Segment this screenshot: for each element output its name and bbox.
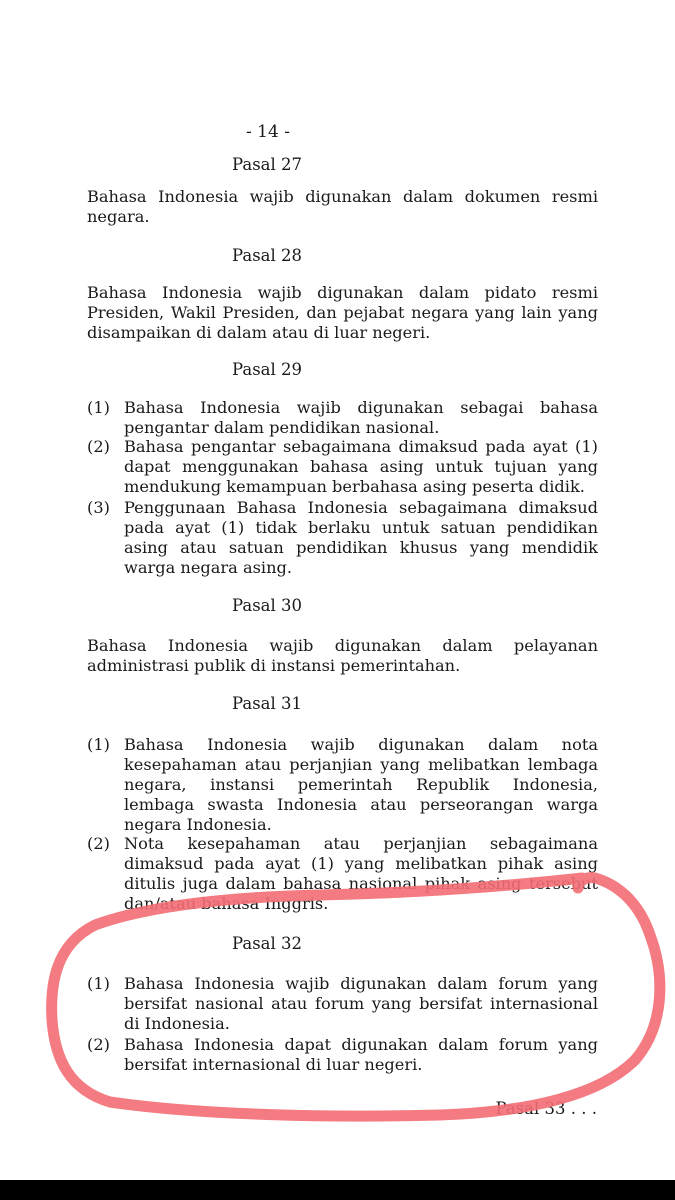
page-number: - 14 - xyxy=(246,122,290,142)
item-number: (2) xyxy=(87,1035,110,1054)
list-item xyxy=(87,398,598,438)
item-text: Bahasa Indonesia wajib digunakan dalam forum yang bersifat nasional atau forum yang bersifat internasional di Indonesia. xyxy=(124,974,598,1033)
item-text: Bahasa pengantar sebagaimana dimaksud pada ayat (1) dapat menggunakan bahasa asing untuk tujuan yang mendukung kemampuan berbahasa asing peserta didik. xyxy=(124,437,598,496)
list-item xyxy=(87,834,598,914)
pasal-32-title: Pasal 32 xyxy=(232,934,303,953)
item-number: (2) xyxy=(87,437,110,456)
pasal-28-title: Pasal 28 xyxy=(232,246,303,265)
next-page-reference: Pasal 33 . . . xyxy=(495,1099,597,1118)
pasal-27-text: Bahasa Indonesia wajib digunakan dalam dokumen resmi negara. xyxy=(87,187,598,226)
item-number: (1) xyxy=(87,974,110,993)
item-number: (1) xyxy=(87,398,110,417)
item-number: (1) xyxy=(87,735,110,754)
list-item xyxy=(87,735,598,835)
list-item xyxy=(87,1035,598,1075)
item-text: Bahasa Indonesia wajib digunakan sebagai bahasa pengantar dalam pendidikan nasional. xyxy=(124,398,598,437)
pasal-30-title: Pasal 30 xyxy=(232,596,303,615)
item-number: (2) xyxy=(87,834,110,853)
pasal-28-text: Bahasa Indonesia wajib digunakan dalam pidato resmi Presiden, Wakil Presiden, dan pejabat negara yang lain yang disampaikan di dalam atau di luar negeri. xyxy=(87,283,598,342)
pasal-31-title: Pasal 31 xyxy=(232,694,303,713)
item-number: (3) xyxy=(87,498,110,517)
list-item xyxy=(87,498,598,578)
pasal-27-title: Pasal 27 xyxy=(232,155,303,174)
item-text: Bahasa Indonesia dapat digunakan dalam forum yang bersifat internasional di luar negeri. xyxy=(124,1035,598,1074)
item-text: Penggunaan Bahasa Indonesia sebagaimana dimaksud pada ayat (1) tidak berlaku untuk satuan pendidikan asing atau satuan pendidikan khusus yang mendidik warga negara asing. xyxy=(124,498,598,577)
item-text: Nota kesepahaman atau perjanjian sebagaimana dimaksud pada ayat (1) yang melibatkan pihak asing ditulis juga dalam bahasa nasional pihak asing tersebut dan/atau bahasa Inggris. xyxy=(124,834,598,913)
list-item xyxy=(87,437,598,497)
bottom-bar xyxy=(0,1180,675,1200)
pasal-30-text: Bahasa Indonesia wajib digunakan dalam pelayanan administrasi publik di instansi pemerintahan. xyxy=(87,636,598,675)
item-text: Bahasa Indonesia wajib digunakan dalam nota kesepahaman atau perjanjian yang melibatkan lembaga negara, instansi pemerintah Republik Indonesia, lembaga swasta Indonesia atau perseorangan warga negara Indonesia. xyxy=(124,735,598,834)
list-item xyxy=(87,974,598,1034)
pasal-29-title: Pasal 29 xyxy=(232,360,303,379)
